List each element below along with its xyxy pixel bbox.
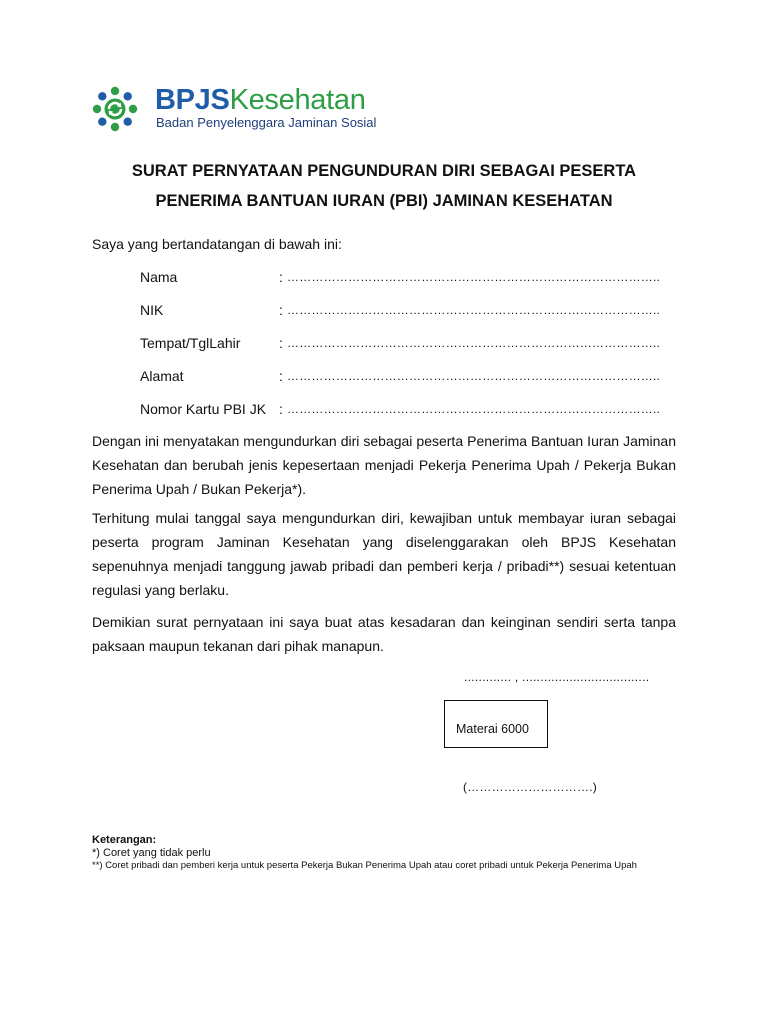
- field-blank: ………………………………………………………………………………..: [287, 369, 661, 383]
- signature-name-line: (………………………….): [463, 780, 597, 794]
- field-colon: :: [279, 401, 283, 417]
- notes-title: Keterangan:: [92, 834, 157, 846]
- field-blank: ………………………………………………………………………………..: [287, 270, 661, 284]
- field-alamat: [140, 367, 680, 385]
- field-nik: [140, 301, 680, 319]
- brand-name-kesehatan: Kesehatan: [229, 84, 366, 116]
- field-colon: :: [279, 368, 283, 384]
- stamp-label: Materai 6000: [456, 722, 529, 736]
- field-label: Alamat: [140, 368, 184, 384]
- field-colon: :: [279, 269, 283, 285]
- obligation-paragraph: Terhitung mulai tanggal saya mengundurkan diri, kewajiban untuk membayar iuran sebagai peserta program Jaminan Kesehatan yang diselenggarakan oleh BPJS Kesehatan sepenuhnya menjadi tanggung jawab pribadi dan pemberi kerja / pribadi**) sesuai ketentuan regulasi yang berlaku.: [92, 510, 676, 598]
- field-label: Tempat/TglLahir: [140, 335, 241, 351]
- note-item: **) Coret pribadi dan pemberi kerja untuk peserta Pekerja Bukan Penerima Upah atau coret pribadi untuk Pekerja Penerima Upah: [92, 860, 637, 871]
- brand-name: [155, 84, 366, 116]
- field-tempat-tgl-lahir: [140, 334, 680, 352]
- intro-text: Saya yang bertandatangan di bawah ini:: [92, 236, 342, 252]
- field-blank: ………………………………………………………………………………..: [287, 336, 661, 350]
- field-label: Nama: [140, 269, 178, 285]
- brand-name-bpjs: BPJS: [155, 84, 230, 116]
- field-nama: [140, 268, 680, 286]
- field-label: Nomor Kartu PBI JK: [140, 401, 267, 417]
- field-nomor-kartu: [140, 400, 680, 418]
- bpjs-logo-icon: [92, 86, 138, 132]
- field-label: NIK: [140, 302, 164, 318]
- field-colon: :: [279, 335, 283, 351]
- field-colon: :: [279, 302, 283, 318]
- note-item: *) Coret yang tidak perlu: [92, 847, 211, 859]
- field-blank: ………………………………………………………………………………..: [287, 402, 661, 416]
- document-title-line-1: SURAT PERNYATAAN PENGUNDURAN DIRI SEBAGAI PESERTA: [131, 162, 637, 180]
- place-date-line: ............. , ...................................: [464, 670, 650, 684]
- field-blank: ………………………………………………………………………………..: [287, 303, 661, 317]
- closing-paragraph: Demikian surat pernyataan ini saya buat atas kesadaran dan keinginan sendiri serta tanpa paksaan maupun tekanan dari pihak manapun.: [92, 614, 676, 654]
- stamp-box: [444, 700, 548, 748]
- statement-paragraph: Dengan ini menyatakan mengundurkan diri sebagai peserta Penerima Bantuan Iuran Jaminan Kesehatan dan berubah jenis kepesertaan menjadi Pekerja Penerima Upah / Pekerja Bukan Penerima Upah / Bukan Pekerja*).: [92, 433, 676, 497]
- brand-tagline: Badan Penyelenggara Jaminan Sosial: [156, 115, 377, 130]
- document-title-line-2: PENERIMA BANTUAN IURAN (PBI) JAMINAN KESEHATAN: [155, 192, 613, 210]
- bpjs-logo: [92, 84, 392, 134]
